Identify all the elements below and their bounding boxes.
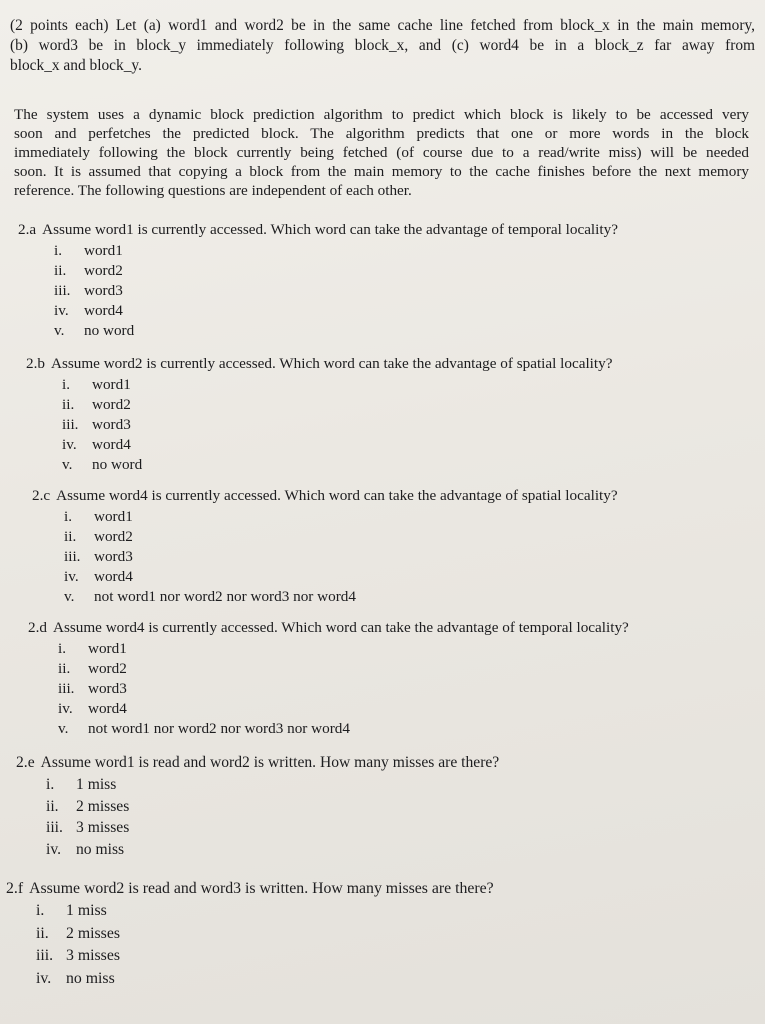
- answer-option: iii. word3: [54, 282, 123, 299]
- question-text: Assume word1 is currently accessed. Which word can take the advantage of temporal locality?: [42, 221, 618, 238]
- question-heading: [32, 485, 618, 506]
- question-2f: [6, 878, 494, 990]
- question-number: 2.b: [26, 355, 45, 372]
- answer-option: iii. 3 misses: [46, 819, 130, 836]
- question-2a: [18, 219, 618, 340]
- answer-option: iv. no miss: [36, 969, 115, 987]
- question-heading: [28, 617, 629, 638]
- answer-option: i. word1: [62, 376, 131, 393]
- answer-option: ii. 2 misses: [46, 797, 130, 815]
- description-line: soon. It is assumed that copying a block from the main memory to the cache finishes before the next memory: [14, 163, 749, 180]
- question-text: Assume word4 is currently accessed. Which word can take the advantage of temporal locality?: [52, 619, 629, 636]
- question-number: 2.a: [18, 221, 37, 238]
- question-number: 2.e: [16, 754, 35, 771]
- answer-option: v. no word: [62, 456, 143, 473]
- answer-option: i. 1 miss: [36, 902, 107, 919]
- intro-line: (b) word3 be in block_y immediately following block_x, and (c) word4 be in a block_z far away from: [10, 37, 755, 54]
- answer-option: ii. 2 misses: [36, 924, 120, 942]
- answer-option: iv. word4: [62, 436, 131, 453]
- question-2d: [28, 617, 629, 738]
- answer-option: iii. word3: [64, 548, 133, 565]
- question-text: Assume word2 is currently accessed. Which word can take the advantage of spatial locality?: [50, 355, 613, 372]
- answer-option: ii. word2: [58, 660, 127, 677]
- question-heading: [26, 353, 612, 374]
- question-heading: [16, 752, 499, 774]
- answer-option: iv. no miss: [46, 840, 125, 858]
- description-line: immediately following the block currently being fetched (of course due to a read/write miss) will be needed: [14, 144, 749, 161]
- answer-option: ii. word2: [62, 396, 131, 413]
- problem-intro: [10, 16, 755, 76]
- problem-description: [14, 105, 749, 200]
- answer-option: v. not word1 nor word2 nor word3 nor word4: [58, 720, 350, 737]
- answer-option: iv. word4: [58, 700, 127, 717]
- answer-option: iv. word4: [64, 568, 133, 585]
- answer-option: ii. word2: [54, 262, 123, 279]
- question-heading: [6, 878, 494, 900]
- question-2c: [32, 485, 618, 606]
- description-line: soon and perfetches the predicted block. The algorithm predicts that one or more words in the block: [14, 125, 749, 142]
- answer-option: v. not word1 nor word2 nor word3 nor word4: [64, 588, 356, 605]
- answer-option: iii. word3: [62, 416, 131, 433]
- question-number: 2.f: [6, 880, 24, 897]
- intro-line: (2 points each) Let (a) word1 and word2 be in the same cache line fetched from block_x in the main memory,: [10, 17, 755, 34]
- answer-option: iv. word4: [54, 302, 123, 319]
- answer-option: i. 1 miss: [46, 776, 117, 793]
- question-text: Assume word1 is read and word2 is written. How many misses are there?: [40, 754, 500, 771]
- question-text: Assume word4 is currently accessed. Which word can take the advantage of spatial locality?: [56, 487, 618, 504]
- question-text: Assume word2 is read and word3 is written. How many misses are there?: [29, 880, 494, 897]
- description-line: reference. The following questions are independent of each other.: [14, 182, 412, 199]
- question-number: 2.c: [32, 487, 51, 504]
- intro-line: block_x and block_y.: [10, 57, 142, 74]
- question-number: 2.d: [28, 619, 47, 636]
- answer-option: i. word1: [58, 640, 127, 657]
- question-heading: [18, 219, 618, 240]
- answer-option: i. word1: [64, 508, 133, 525]
- answer-option: iii. 3 misses: [36, 947, 120, 964]
- answer-option: iii. word3: [58, 680, 127, 697]
- question-2b: [26, 353, 612, 474]
- question-2e: [16, 752, 499, 860]
- description-line: The system uses a dynamic block prediction algorithm to predict which block is likely to be accessed very: [14, 106, 749, 123]
- answer-option: ii. word2: [64, 528, 133, 545]
- answer-option: v. no word: [54, 322, 135, 339]
- answer-option: i. word1: [54, 242, 123, 259]
